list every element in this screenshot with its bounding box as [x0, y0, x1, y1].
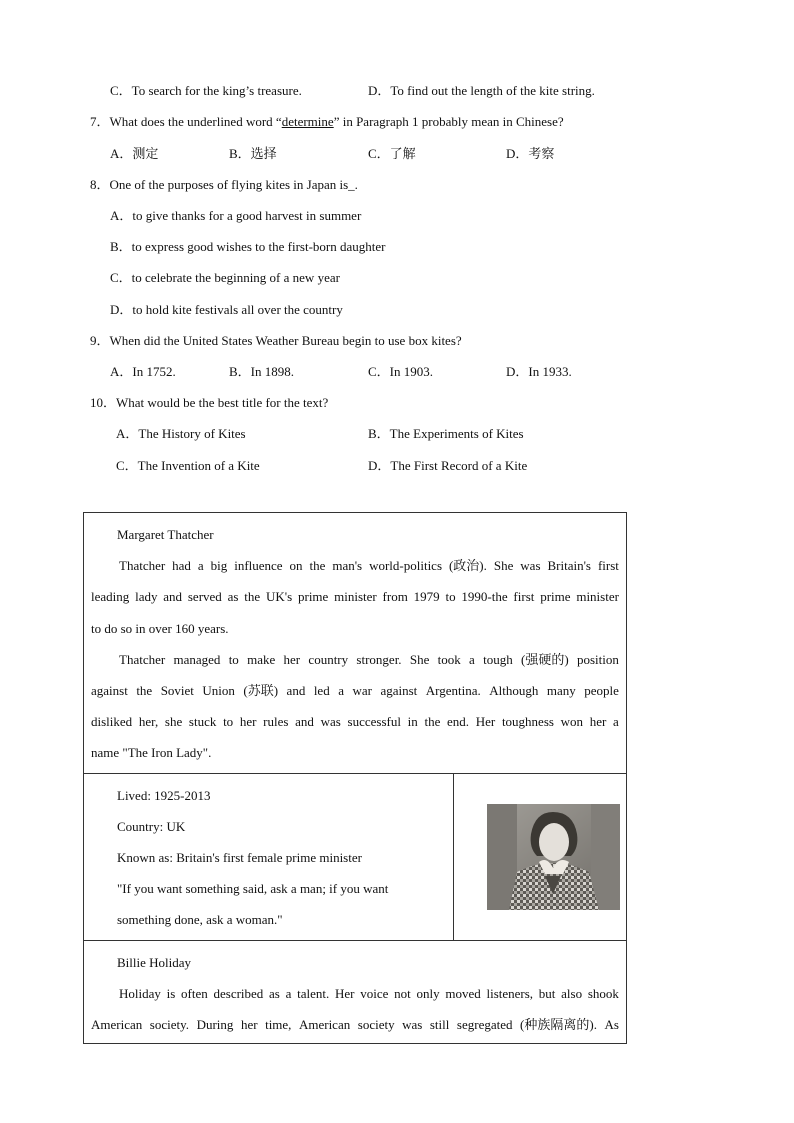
q6-option-c: C．To search for the king’s treasure. [110, 83, 302, 98]
divider [84, 940, 626, 941]
q9-stem: 9．When did the United States Weather Bureau begin to use box kites? [90, 333, 462, 348]
word: prime [540, 589, 571, 604]
word: 1990-the [461, 589, 508, 604]
holiday-line2 [91, 1017, 619, 1033]
word: shook [587, 986, 619, 1001]
word: man's [332, 558, 363, 573]
word: and [163, 589, 183, 604]
word: her [239, 714, 257, 729]
word: UK's [265, 589, 293, 604]
word: She [409, 652, 430, 667]
word: as [269, 986, 280, 1001]
word: she [164, 714, 183, 729]
thatcher-p1-line1 [119, 558, 619, 574]
word: Thatcher [119, 558, 166, 573]
word: and [286, 683, 306, 698]
word: took [437, 652, 461, 667]
word: was [402, 1017, 423, 1032]
word: Britain's [547, 558, 591, 573]
thatcher-p1-line3: to do so in over 160 years. [91, 621, 229, 636]
word: a [469, 652, 475, 667]
word: the [136, 683, 153, 698]
word: her, [138, 714, 159, 729]
thatcher-portrait-photo [487, 804, 620, 910]
word: first [597, 558, 619, 573]
q8-stem: 8．One of the purposes of flying kites in Japan is_. [90, 177, 358, 192]
q7-stem-after: ” in Paragraph 1 probably mean in Chinese? [333, 114, 564, 129]
word: a [197, 558, 204, 573]
word: During [196, 1017, 234, 1032]
q10-option-d: D．The First Record of a Kite [368, 458, 528, 473]
thatcher-p2-line4: name "The Iron Lady". [91, 745, 212, 760]
q8-option-c: C．to celebrate the beginning of a new year [110, 270, 340, 285]
word: people [584, 683, 619, 698]
q10-stem: 10．What would be the best title for the text? [90, 395, 329, 410]
q7-option-d: D．考察 [506, 146, 555, 161]
word: society. [149, 1017, 190, 1032]
word: time, [265, 1017, 292, 1032]
word: prime [297, 589, 329, 604]
word: make [247, 652, 276, 667]
word: position [576, 652, 619, 667]
word: society [357, 1017, 395, 1032]
word: American [91, 1017, 143, 1032]
thatcher-p2-line1 [119, 652, 619, 668]
q7-option-c: C．了解 [368, 146, 416, 161]
word: country [308, 652, 349, 667]
word: rules [263, 714, 289, 729]
divider [84, 773, 626, 774]
thatcher-known-as: Known as: Britain's first female prime minister [117, 850, 362, 865]
q9-option-b: B．In 1898. [229, 364, 295, 379]
word: talent. [297, 986, 330, 1001]
q7-stem [90, 114, 564, 130]
word: had [172, 558, 191, 573]
word: Thatcher [119, 652, 166, 667]
word: big [210, 558, 228, 573]
q7-underlined-word: determine [281, 114, 334, 129]
word: her [589, 714, 607, 729]
word: world-politics [369, 558, 443, 573]
word: is [166, 986, 176, 1001]
thatcher-heading: Margaret Thatcher [117, 527, 214, 542]
word: to [445, 589, 456, 604]
word: listeners, [486, 986, 534, 1001]
word: not [394, 986, 411, 1001]
q7-option-a: A．测定 [110, 146, 159, 161]
word: Holiday [119, 986, 161, 1001]
q10-option-b: B．The Experiments of Kites [368, 426, 524, 441]
word: 1979 [413, 589, 440, 604]
reading-passage-box [83, 512, 627, 1044]
word: a [338, 683, 344, 698]
word: the [309, 558, 326, 573]
q10-option-a: A．The History of Kites [116, 426, 246, 441]
thatcher-quote-line2: something done, ask a woman." [117, 912, 283, 927]
word: Soviet [160, 683, 194, 698]
word: her [283, 652, 301, 667]
word: the [424, 714, 441, 729]
thatcher-lived: Lived: 1925-2013 [117, 788, 211, 803]
word: served [187, 589, 222, 604]
q9-option-a: A．In 1752. [110, 364, 176, 379]
q8-option-b: B．to express good wishes to the first-born daughter [110, 239, 386, 254]
word: her [240, 1017, 258, 1032]
q9-option-d: D．In 1933. [506, 364, 572, 379]
q6-option-d: D．To find out the length of the kite string. [368, 83, 595, 98]
word: a [613, 714, 619, 729]
word: lady [135, 589, 158, 604]
word: stronger. [356, 652, 402, 667]
q8-option-d: D．to hold kite festivals all over the country [110, 302, 343, 317]
word: led [313, 683, 330, 698]
word: voice [360, 986, 389, 1001]
word: tough [483, 652, 513, 667]
word: As [604, 1017, 619, 1032]
word: described [213, 986, 264, 1001]
word: Her [475, 714, 496, 729]
word: many [546, 683, 576, 698]
word: to [228, 652, 239, 667]
word: against [380, 683, 418, 698]
word: Although [489, 683, 539, 698]
word: She [493, 558, 514, 573]
q8-option-a: A．to give thanks for a good harvest in summer [110, 208, 362, 223]
word: (种族隔离的). [520, 1017, 597, 1032]
word: on [289, 558, 303, 573]
word: managed [173, 652, 221, 667]
word: only [416, 986, 440, 1001]
word: minister [576, 589, 619, 604]
word: successful [347, 714, 401, 729]
word: the [244, 589, 261, 604]
thatcher-quote-line1: "If you want something said, ask a man; if you want [117, 881, 389, 896]
word: also [561, 986, 583, 1001]
word: in [407, 714, 418, 729]
word: stuck [188, 714, 217, 729]
q7-option-b: B．选择 [229, 146, 277, 161]
word: end. [447, 714, 470, 729]
word: won [560, 714, 584, 729]
word: Union [202, 683, 235, 698]
word: against [91, 683, 128, 698]
word: influence [234, 558, 283, 573]
thatcher-p2-line3 [91, 714, 619, 730]
word: minister [334, 589, 377, 604]
word: often [181, 986, 208, 1001]
word: still [429, 1017, 450, 1032]
word: leading [91, 589, 130, 604]
word: moved [445, 986, 481, 1001]
thatcher-p1-line2 [91, 589, 619, 605]
word: was [520, 558, 541, 573]
q10-option-c: C．The Invention of a Kite [116, 458, 260, 473]
word: to [223, 714, 234, 729]
q7-stem-before: 7．What does the underlined word “ [90, 114, 282, 129]
thatcher-country: Country: UK [117, 819, 186, 834]
word: war [352, 683, 372, 698]
word: American [298, 1017, 351, 1032]
word: Argentina. [425, 683, 481, 698]
holiday-line1 [119, 986, 619, 1002]
word: from [382, 589, 408, 604]
word: Her [335, 986, 355, 1001]
word: segregated [456, 1017, 513, 1032]
word: (苏联) [243, 683, 279, 698]
word: as [227, 589, 239, 604]
divider [453, 773, 454, 940]
word: disliked [91, 714, 133, 729]
word: toughness [501, 714, 554, 729]
word: (政治). [448, 558, 487, 573]
thatcher-p2-line2 [91, 683, 619, 699]
q9-option-c: C．In 1903. [368, 364, 434, 379]
word: and [295, 714, 314, 729]
word: was [320, 714, 341, 729]
word: a [285, 986, 292, 1001]
word: first [513, 589, 535, 604]
word: but [538, 986, 556, 1001]
word: (强硬的) [521, 652, 569, 667]
holiday-heading: Billie Holiday [117, 955, 192, 970]
